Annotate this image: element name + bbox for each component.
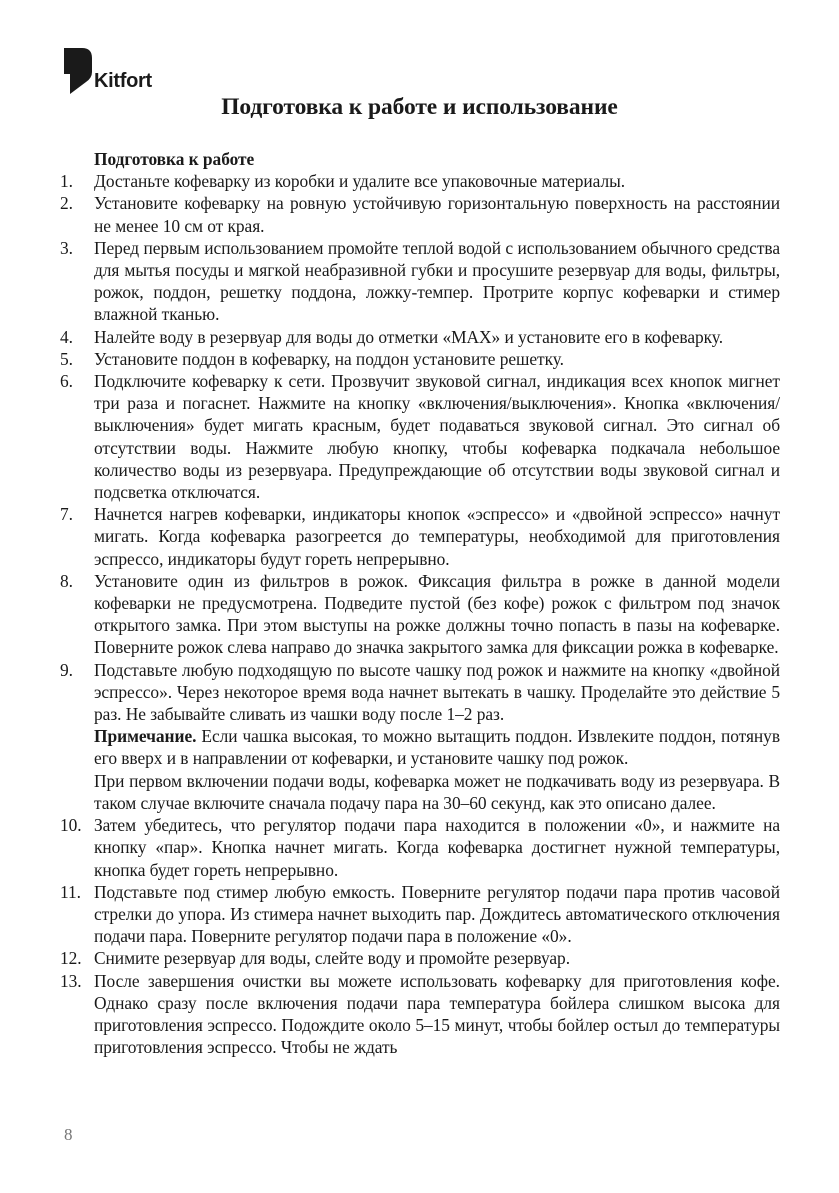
step-item [60,947,780,969]
page-title: Подготовка к работе и использование [221,94,618,120]
instructions-body [60,148,780,1058]
steps-list [60,170,780,1058]
step-item [60,326,780,348]
step-text: Установите кофеварку на ровную устойчивую горизонтальную поверхность на расстоянии не менее 10 см от края. [94,193,780,236]
step-item [60,970,780,1059]
brand-logo [64,48,152,94]
step-item [60,814,780,881]
step-text: Начнется нагрев кофеварки, индикаторы кнопок «эспрессо» и «двойной эспрессо» начнут мигать. Когда кофеварка разогреется до температуры, необходимой для приготовления эспрессо, индикаторы будут гореть непрерывно. [94,504,780,569]
step-number: 3. [60,237,73,258]
step-number: 5. [60,348,73,369]
page-number: 8 [64,1125,73,1144]
note-label: Примечание. [94,726,197,747]
step-text: Установите один из фильтров в рожок. Фиксация фильтра в рожке в данной модели кофеварки не предусмотрена. Подведите пустой (без кофе) рожок с фильтром под значок открытого замка. При этом выступы на рожке должны точно попасть в пазы на кофеварке. Поверните рожок слева направо до значка закрытого замка для фиксации рожка в кофеварке. [94,570,780,658]
step-number: 6. [60,371,73,392]
step-item [60,370,780,503]
step-text: Затем убедитесь, что регулятор подачи пара находится в положении «0», и нажмите на кнопку «пар». Кнопка начнет мигать. Когда кофеварка достигнет нужной температуры, кнопка будет гореть непрерывно. [94,815,780,880]
step-text: Подставьте любую подходящую по высоте чашку под рожок и нажмите на кнопку «двойной эспрессо». Через некоторое время вода начнет вытекать в чашку. Проделайте это действие 5 раз. Не забывайте сливать из чашки воду после 1–2 раз. [94,659,780,725]
note-text: Если чашка высокая, то можно вытащить поддон. Извлеките поддон, потянув его вверх и в направлении от кофеварки, и установите чашку под рожок. [94,726,780,769]
kitfort-logo-mark [64,48,92,94]
step-number: 13. [60,970,82,991]
step-number: 10. [60,815,82,836]
step-text: Установите поддон в кофеварку, на поддон установите решетку. [94,348,564,369]
brand-name: Kitfort [94,70,152,92]
step-text: При первом включении подачи воды, кофеварка может не подкачивать воду из резервуара. В таком случае включите сначала подачу пара на 30–60 секунд, как это описано далее. [94,770,780,813]
step-item [60,659,780,814]
step-item [60,170,780,192]
step-number: 7. [60,504,73,525]
step-text: Подключите кофеварку к сети. Прозвучит звуковой сигнал, индикация всех кнопок мигнет три раза и погаснет. Нажмите на кнопку «включения/выключения». Кнопка «включения/выключения» будет мигать красным, будет подаваться звуковой сигнал. Это сигнал об отсутствии воды. Нажмите любую кнопку, чтобы кофеварка подкачала небольшое количество воды из резервуара. Предупреждающие об отсутствии воды звуковой сигнал и подсветка отключатся. [94,371,780,503]
step-item [60,881,780,948]
note-paragraph [94,725,780,769]
step-item [60,348,780,370]
section-heading: Подготовка к работе [94,149,255,169]
step-number: 1. [60,171,73,192]
step-text: Перед первым использованием промойте теплой водой с использованием обычного средства для мытья посуды и мягкой неабразивной губки и просушите резервуар для воды, фильтры, рожок, поддон, решетку поддона, ложку-темпер. Протрите корпус кофеварки и стимер влажной тканью. [94,237,780,325]
step-item [60,192,780,236]
step-text: Налейте воду в резервуар для воды до отметки «MAX» и установите его в кофеварку. [94,326,723,347]
step-number: 11. [60,881,81,902]
step-text: Подставьте под стимер любую емкость. Поверните регулятор подачи пара против часовой стрелки до упора. Из стимера начнет выходить пар. Дождитесь автоматического отключения подачи пара. Поверните регулятор подачи пара в положение «0». [94,881,780,947]
step-text: После завершения очистки вы можете использовать кофеварку для приготовления кофе. Однако сразу после включения подачи пара температура бойлера слишком высока для приготовления эспрессо. Подождите около 5–15 минут, чтобы бойлер остыл до температуры приготовления эспрессо. Чтобы не ждать [94,970,780,1058]
step-item [60,570,780,659]
step-number: 4. [60,326,73,347]
step-number: 8. [60,570,73,591]
step-number: 2. [60,193,73,214]
step-text: Достаньте кофеварку из коробки и удалите все упаковочные материалы. [94,171,626,192]
step-number: 12. [60,948,82,969]
step-item [60,503,780,570]
step-item [60,237,780,326]
step-text: Снимите резервуар для воды, слейте воду и промойте резервуар. [94,948,570,969]
step-number: 9. [60,659,73,680]
